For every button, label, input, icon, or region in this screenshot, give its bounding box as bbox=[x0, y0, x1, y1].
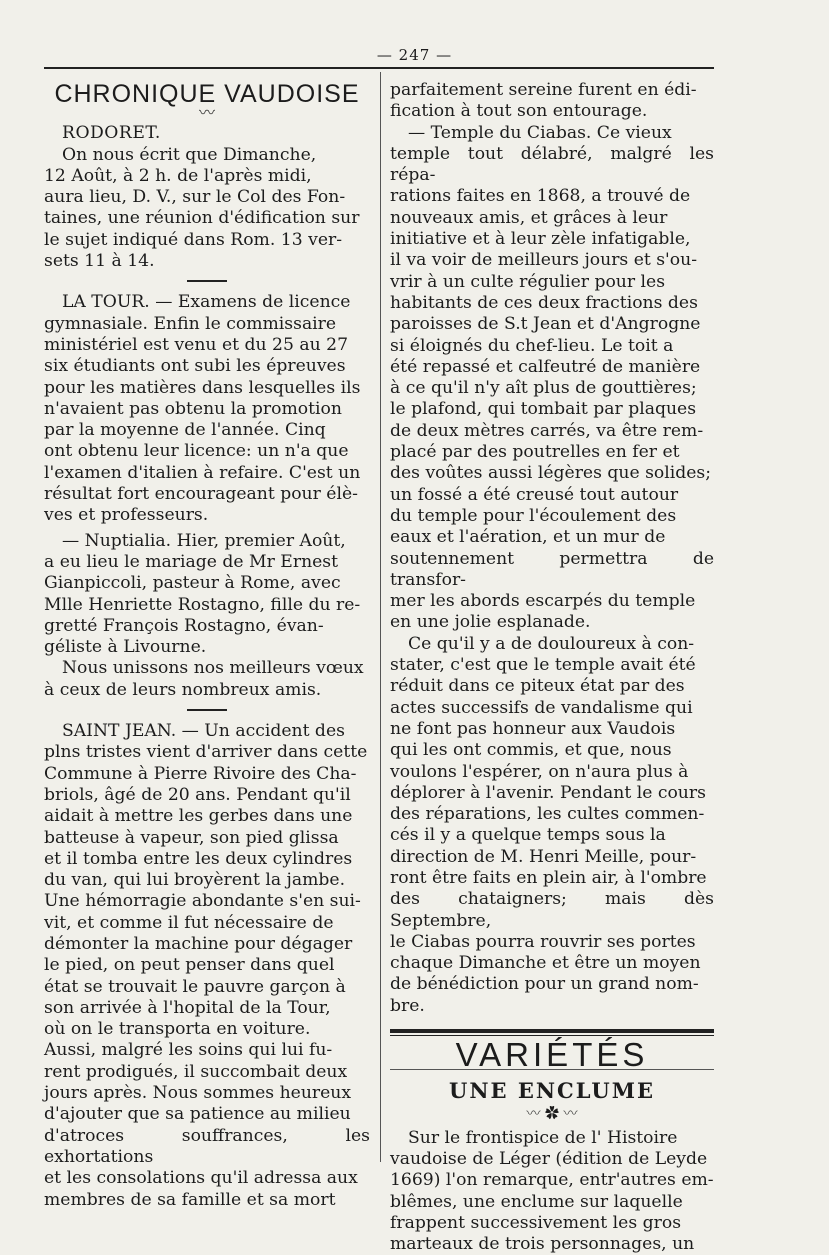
text-line: paroisses de S.t Jean et d'Angrogne bbox=[390, 314, 701, 335]
text-line: sets 11 à 14. bbox=[44, 251, 155, 272]
text-line: ves et professeurs. bbox=[44, 505, 209, 526]
right-column bbox=[390, 80, 714, 1255]
text-line: 1669) l'on remarque, entr'autres em- bbox=[390, 1170, 714, 1191]
section-separator bbox=[187, 280, 227, 282]
text-line: ne font pas honneur aux Vaudois bbox=[390, 718, 676, 739]
text-line: réduit dans ce piteux état par des bbox=[390, 676, 685, 697]
text-line: à ceux de leurs nombreux amis. bbox=[44, 679, 322, 700]
text-line: gretté François Rostagno, évan- bbox=[44, 615, 324, 636]
text-line: de deux mètres carrés, va être rem- bbox=[390, 420, 704, 441]
text-line: fication à tout son entourage. bbox=[390, 101, 648, 122]
text-line: vit, et comme il fut nécessaire de bbox=[44, 912, 334, 933]
text-line: été repassé et calfeutré de manière bbox=[390, 356, 701, 377]
text-line: soutennement permettra de transfor- bbox=[390, 548, 714, 590]
text-line: actes successifs de vandalisme qui bbox=[390, 697, 693, 718]
text-line: à ce qu'il n'y aît plus de gouttières; bbox=[390, 378, 697, 399]
text-line: temple tout délabré, malgré les répa- bbox=[390, 143, 714, 186]
text-line: du temple pour l'écoulement des bbox=[390, 505, 677, 526]
text-line: état se trouvait le pauvre garçon à bbox=[44, 976, 346, 997]
text-line: Commune à Pierre Rivoire des Cha- bbox=[44, 763, 357, 784]
text-line: batteuse à vapeur, son pied glissa bbox=[44, 827, 339, 848]
text-line: bre. bbox=[390, 995, 425, 1016]
text-line: 12 Août, à 2 h. de l'après midi, bbox=[44, 165, 312, 186]
column-divider bbox=[380, 72, 381, 1162]
nuptialia-paragraph bbox=[44, 531, 370, 659]
text-line: parfaitement sereine furent en édi- bbox=[390, 80, 697, 100]
text-line: d'atroces souffrances, les exhortations bbox=[44, 1125, 370, 1167]
article-title: UNE ENCLUME bbox=[449, 1078, 655, 1104]
text-line: son arrivée à l'hopital de la Tour, bbox=[44, 997, 331, 1018]
voeux-paragraph bbox=[44, 658, 370, 701]
text-line: par la moyenne de l'année. Cinq bbox=[44, 420, 326, 441]
text-line: géliste à Livourne. bbox=[44, 637, 207, 658]
text-line: blêmes, une enclume sur laquelle bbox=[390, 1191, 683, 1212]
text-line: en une jolie esplanade. bbox=[390, 612, 591, 633]
text-line: — Temple du Ciabas. Ce vieux bbox=[408, 122, 672, 143]
text-line: il va voir de meilleurs jours et s'ou- bbox=[390, 250, 698, 271]
rodoret-paragraph bbox=[44, 145, 370, 273]
text-line: Aussi, malgré les soins qui lui fu- bbox=[44, 1040, 333, 1061]
varietes-title: VARIÉTÉS bbox=[455, 1036, 649, 1074]
saintjean-paragraph bbox=[44, 721, 370, 1211]
text-line: jours après. Nous sommes heureux bbox=[44, 1083, 352, 1104]
text-line: rations faites en 1868, a trouvé de bbox=[390, 186, 691, 207]
text-line: ont obtenu leur licence: un n'a que bbox=[44, 441, 349, 462]
text-line: initiative et à leur zèle infatigable, bbox=[390, 229, 691, 250]
text-line: cés il y a quelque temps sous la bbox=[390, 825, 666, 846]
douloureux-paragraph bbox=[390, 634, 714, 1017]
header-rule bbox=[44, 67, 714, 69]
continuation-paragraph bbox=[390, 80, 714, 123]
text-line: direction de M. Henri Meille, pour- bbox=[390, 846, 697, 867]
text-line: déplorer à l'avenir. Pendant le cours bbox=[390, 782, 706, 803]
text-line: des chataigners; mais dès Septembre, bbox=[390, 889, 714, 931]
text-line: ministériel est venu et du 25 au 27 bbox=[44, 334, 349, 355]
text-line: démonter la machine pour dégager bbox=[44, 933, 353, 954]
section-double-rule bbox=[390, 1029, 714, 1036]
text-line: si éloignés du chef-lieu. Le toit a bbox=[390, 335, 674, 356]
text-line: résultat fort encourageant pour élè- bbox=[44, 484, 358, 505]
text-line: — Nuptialia. Hier, premier Août, bbox=[62, 530, 346, 551]
text-line: Sur le frontispice de l' Histoire bbox=[408, 1127, 678, 1148]
text-line: plns tristes vient d'arriver dans cette bbox=[44, 742, 368, 763]
text-line: où on le transporta en voiture. bbox=[44, 1019, 311, 1040]
text-line: aura lieu, D. V., sur le Col des Fon- bbox=[44, 187, 346, 208]
text-line: n'avaient pas obtenu la promotion bbox=[44, 398, 342, 419]
text-line: On nous écrit que Dimanche, bbox=[62, 144, 317, 165]
flourish-ornament-icon: 〰 ✿ 〰 bbox=[526, 1105, 578, 1122]
text-line: taines, une réunion d'édification sur bbox=[44, 208, 360, 229]
text-line: nouveaux amis, et grâces à leur bbox=[390, 207, 668, 228]
text-line: l'examen d'italien à refaire. C'est un bbox=[44, 462, 361, 483]
text-line: habitants de ces deux fractions des bbox=[390, 292, 698, 313]
flourish-ornament-icon: 〰 bbox=[198, 103, 215, 123]
text-line: SAINT JEAN. — Un accident des bbox=[62, 721, 345, 742]
text-line: du van, qui lui broyèrent la jambe. bbox=[44, 870, 346, 891]
section-separator bbox=[187, 709, 227, 711]
text-line: vaudoise de Léger (édition de Leyde bbox=[390, 1148, 708, 1169]
latour-paragraph bbox=[44, 292, 370, 526]
text-line: un fossé a été creusé tout autour bbox=[390, 484, 679, 505]
chronicle-title: CHRONIQUE VAUDOISE bbox=[54, 80, 360, 108]
enclume-paragraph bbox=[390, 1128, 714, 1255]
rodoret-heading: RODORET. bbox=[62, 123, 161, 144]
text-line: gymnasiale. Enfin le commissaire bbox=[44, 313, 337, 334]
text-line: et les consolations qu'il adressa aux bbox=[44, 1168, 358, 1189]
left-column bbox=[44, 80, 370, 1211]
text-line: mer les abords escarpés du temple bbox=[390, 591, 696, 612]
text-line: a eu lieu le mariage de Mr Ernest bbox=[44, 551, 339, 572]
text-line: des réparations, les cultes commen- bbox=[390, 804, 705, 825]
text-line: Nous unissons nos meilleurs vœux bbox=[62, 658, 364, 679]
text-line: aidait à mettre les gerbes dans une bbox=[44, 806, 353, 827]
text-line: stater, c'est que le temple avait été bbox=[390, 655, 696, 676]
text-line: de bénédiction pour un grand nom- bbox=[390, 974, 699, 995]
text-line: chaque Dimanche et être un moyen bbox=[390, 953, 701, 974]
text-line: six étudiants ont subi les épreuves bbox=[44, 356, 346, 377]
page-number: — 247 — bbox=[376, 46, 453, 64]
text-line: des voûtes aussi légères que solides; bbox=[390, 463, 712, 484]
text-line: eaux et l'aération, et un mur de bbox=[390, 527, 666, 548]
text-line: LA TOUR. — Examens de licence bbox=[62, 292, 351, 313]
text-line: briols, âgé de 20 ans. Pendant qu'il bbox=[44, 784, 351, 805]
text-line: pour les matières dans lesquelles ils bbox=[44, 377, 361, 398]
text-line: Mlle Henriette Rostagno, fille du re- bbox=[44, 594, 361, 615]
text-line: marteaux de trois personnages, un bbox=[390, 1234, 695, 1255]
text-line: le plafond, qui tombait par plaques bbox=[390, 399, 697, 420]
text-line: Ce qu'il y a de douloureux à con- bbox=[408, 633, 695, 654]
text-line: ront être faits en plein air, à l'ombre bbox=[390, 867, 707, 888]
text-line: qui les ont commis, et que, nous bbox=[390, 740, 672, 761]
text-line: le Ciabas pourra rouvrir ses portes bbox=[390, 931, 696, 952]
text-line: rent prodigués, il succombait deux bbox=[44, 1061, 348, 1082]
text-line: le sujet indiqué dans Rom. 13 ver- bbox=[44, 229, 343, 250]
text-line: d'ajouter que sa patience au milieu bbox=[44, 1104, 351, 1125]
text-line: voulons l'espérer, on n'aura plus à bbox=[390, 761, 689, 782]
text-line: membres de sa famille et sa mort bbox=[44, 1189, 336, 1210]
text-line: frappent successivement les gros bbox=[390, 1212, 682, 1233]
text-line: le pied, on peut penser dans quel bbox=[44, 955, 335, 976]
text-line: placé par des poutrelles en fer et bbox=[390, 442, 680, 463]
temple-paragraph bbox=[390, 123, 714, 634]
text-line: vrir à un culte régulier pour les bbox=[390, 271, 666, 292]
text-line: Une hémorragie abondante s'en sui- bbox=[44, 891, 361, 912]
text-line: Gianpiccoli, pasteur à Rome, avec bbox=[44, 573, 341, 594]
text-line: et il tomba entre les deux cylindres bbox=[44, 848, 353, 869]
